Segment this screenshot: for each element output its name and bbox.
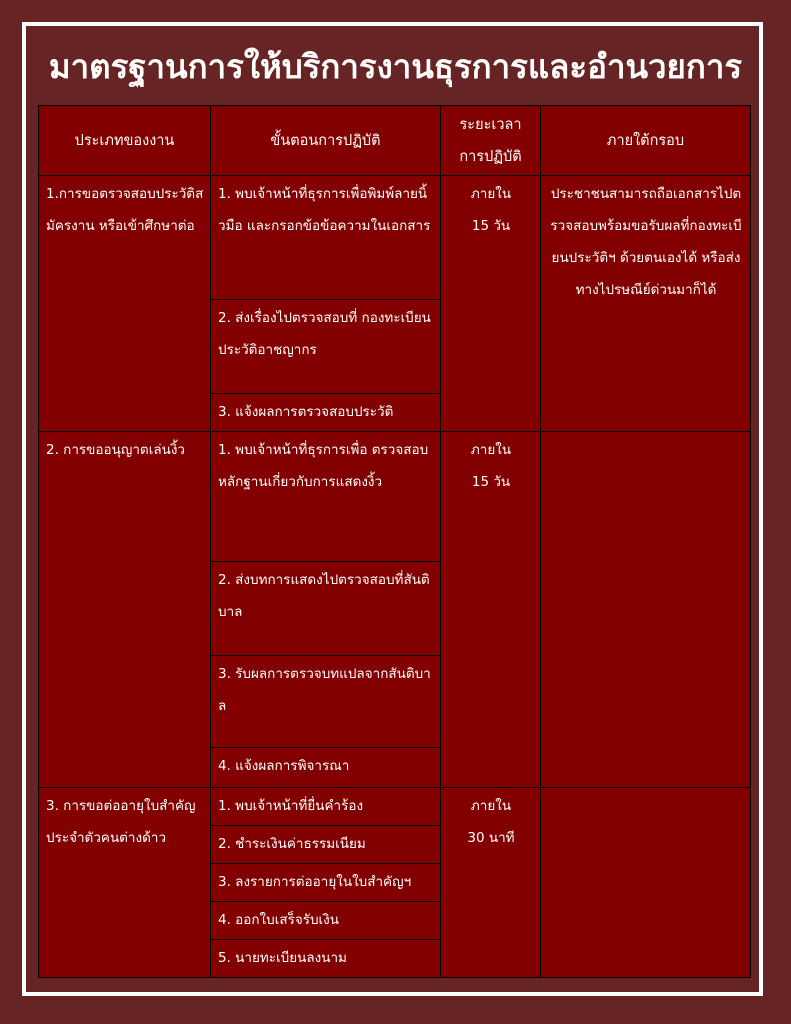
service-1-step-3: 3. แจ้งผลการตรวจสอบประวัติ xyxy=(211,394,441,432)
service-2-step-4: 4. แจ้งผลการพิจารณา xyxy=(211,748,441,788)
service-3-time-line2: 30 นาที xyxy=(467,830,515,846)
service-2-condition xyxy=(541,432,751,788)
service-2-time xyxy=(441,432,541,788)
service-3-time xyxy=(441,788,541,978)
service-1-time-line1: ภายใน xyxy=(470,186,512,202)
service-1-step-2: 2. ส่งเรื่องไปตรวจสอบที่ กองทะเบียน ประวัติอาชญากร xyxy=(211,300,441,394)
service-3-condition xyxy=(541,788,751,978)
service-type-3: 3. การขอต่ออายุใบสำคัญประจำตัวคนต่างด้าว xyxy=(39,788,211,978)
service-1-condition: ประชาชนสามารถถือเอกสารไปตรวจสอบพร้อมขอรับผลที่กองทะเบียนประวัติฯ ด้วยตนเองได้ หรือส่งทางไปรษณีย์ด่วนมาก็ได้ xyxy=(541,176,751,432)
service-1-time-line2: 15 วัน xyxy=(471,218,511,234)
service-2-time-line1: ภายใน xyxy=(470,442,512,458)
service-3-step-4: 4. ออกใบเสร็จรับเงิน xyxy=(211,902,441,940)
service-2-step-1: 1. พบเจ้าหน้าที่ธุรการเพื่อ ตรวจสอบ หลักฐานเกี่ยวกับการแสดงงิ้ว xyxy=(211,432,441,562)
page-title: มาตรฐานการให้บริการงานธุรการและอำนวยการ xyxy=(48,47,743,86)
service-3-step-3: 3. ลงรายการต่ออายุในใบสำคัญฯ xyxy=(211,864,441,902)
table-row xyxy=(39,788,751,826)
table-row xyxy=(39,176,751,300)
header-time xyxy=(441,106,541,176)
header-steps: ขั้นตอนการปฏิบัติ xyxy=(211,106,441,176)
service-3-step-5: 5. นายทะเบียนลงนาม xyxy=(211,940,441,978)
header-frame: ภายใต้กรอบ xyxy=(541,106,751,176)
header-type: ประเภทของงาน xyxy=(39,106,211,176)
service-1-time xyxy=(441,176,541,432)
service-3-step-1: 1. พบเจ้าหน้าที่ยื่นคำร้อง xyxy=(211,788,441,826)
header-time-line2: การปฏิบัติ xyxy=(459,148,522,165)
service-2-step-3: 3. รับผลการตรวจบทแปลจากสันติบาล xyxy=(211,656,441,748)
service-3-step-2: 2. ชำระเงินค่าธรรมเนียม xyxy=(211,826,441,864)
service-standards-table xyxy=(38,105,751,978)
service-type-2: 2. การขออนุญาตเล่นงิ้ว xyxy=(39,432,211,788)
service-3-time-line1: ภายใน xyxy=(470,798,512,814)
service-1-step-1: 1. พบเจ้าหน้าที่ธุรการเพื่อพิมพ์ลายนิ้วมือ และกรอกข้อข้อความในเอกสาร xyxy=(211,176,441,300)
table-header-row xyxy=(39,106,751,176)
service-type-1: 1.การขอตรวจสอบประวัติสมัครงาน หรือเข้าศึกษาต่อ xyxy=(39,176,211,432)
service-2-time-line2: 15 วัน xyxy=(471,474,511,490)
table-row xyxy=(39,432,751,562)
header-time-line1: ระยะเวลา xyxy=(459,116,522,133)
service-2-step-2: 2. ส่งบทการแสดงไปตรวจสอบที่สันติบาล xyxy=(211,562,441,656)
